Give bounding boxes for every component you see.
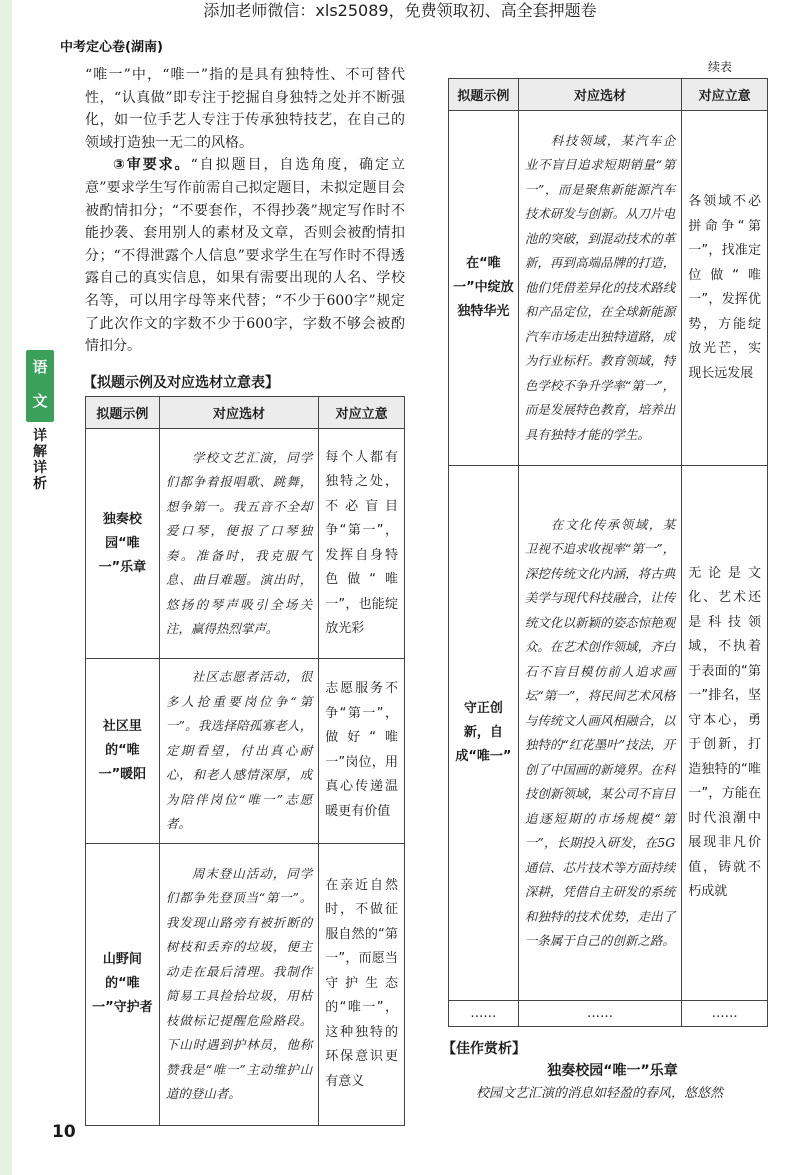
example-cell: 独奏校园“唯一”乐章 [86,429,160,659]
column-header: 对应选材 [518,79,681,111]
material-text: 周末登山活动，同学们都争先登顶当“第一”。我发现山路旁有被折断的树枝和丢弃的垃圾，便主动走在最后清理。我制作简易工具捡拾垃圾，用枯枝做标记提醒危险路段。下山时遇到护林员，他称赞我是“唯一”主动维护山道的登山者。 [165,865,313,1101]
subject-tab [26,350,54,422]
continued-label: 续表 [708,60,733,74]
intent-cell: 每个人都有独特之处，不必盲目争“第一”，发挥自身特色做“唯一”，也能绽放光彩 [319,429,405,659]
selection-table-left [85,396,405,1126]
material-cell [159,429,318,659]
material-cell [518,466,681,1001]
intent-cell: 无论是文化、艺术还是科技领域，不执着于表面的“第一”排名，坚守本心，勇于创新，打造独特的“唯一”，方能在时代浪潮中展现非凡价值，铸就不朽成就 [682,466,768,1001]
example-cell: 在“唯一”中绽放独特华光 [449,111,519,466]
ellipsis-cell: …… [518,1001,681,1027]
ellipsis-cell: …… [682,1001,768,1027]
watermark-banner: 添加老师微信：xls25089，免费领取初、高全套押题卷 [203,1,597,20]
material-cell [518,111,681,466]
margin-color-strip [0,0,12,1175]
example-cell: 山野间的“唯一”守护者 [86,843,160,1125]
material-text: 社区志愿者活动，很多人抢重要岗位争“第一”。我选择陪孤寡老人，定期看望，付出真心耐心，和老人感情深厚，成为陪伴岗位“唯一”志愿者。 [165,669,313,831]
analysis-paragraph: “唯一”中，“唯一”指的是具有独特性、不可替代性，“认真做”即专注于挖掘自身独特之处并不断强化，如一位手艺人专注于传承独特技艺，在自己的领域打造独一无二的风格。 [85,67,405,151]
column-header: 对应立意 [682,79,768,111]
example-cell: 守正创新，自成“唯一” [449,466,519,1001]
material-cell [159,659,318,844]
table-row [449,466,768,1001]
appreciation-heading: 【佳作赏析】 [442,1041,526,1057]
table-row [86,843,405,1125]
table-row [86,659,405,844]
material-cell [159,843,318,1125]
essay-title: 独奏校园“唯一”乐章 [547,1063,678,1079]
material-text: 学校文艺汇演，同学们都争着报唱歌、跳舞，想争第一。我五音不全却爱口琴，便报了口琴独奏。准备时，我克服气息、曲目难题。演出时，悠扬的琴声吸引全场关注，赢得热烈掌声。 [165,449,313,636]
intent-cell: 志愿服务不争“第一”，做好“唯一”岗位，用真心传递温暖更有价值 [319,659,405,844]
column-header: 拟题示例 [449,79,519,111]
analysis-text [85,64,405,358]
paragraph-label: ③审要求。 [113,157,191,174]
subject-tab-char: 文 [32,392,48,410]
selection-table-right [448,78,768,1027]
column-header: 拟题示例 [86,397,160,429]
intent-cell: 各领域不必拼命争“第一”，找准定位做“唯一”，发挥优势，方能绽放光芒，实现长远发展 [682,111,768,466]
ellipsis-cell: …… [449,1001,519,1027]
paragraph-body: “自拟题目，自选角度，确定立意”要求学生写作前需自己拟定题目，未拟定题目会被酌情扣分；“不要套作，不得抄袭”规定写作时不能抄袭、套用别人的素材及文章，否则会被酌情扣分；“不得泄露个人信息”要求学生在写作时不得透露自己的真实信息，如果有需要出现的人名、学校名等，可以用字母等来代替；“不少于600字”规定了此次作文的字数不少于600字，字数不够会被酌情扣分。 [85,157,405,355]
table-title: 【拟题示例及对应选材立意表】 [83,375,279,391]
example-cell: 社区里的“唯一”暖阳 [86,659,160,844]
column-header: 对应选材 [159,397,318,429]
side-label [26,428,54,492]
subject-tab-char: 语 [32,358,48,376]
side-label-char: 详 [33,428,47,444]
material-text: 在文化传承领域，某卫视不追求收视率“第一”，深挖传统文化内涵，将古典美学与现代科技融合，让传统文化以新颖的姿态惊艳观众。在艺术创作领域，齐白石不盲目模仿前人追求画坛“第一”，将民间艺术风格与传统文人画风相融合，以独特的“红花墨叶”技法，开创了中国画的新境界。在科技创新领域，某公司不盲目追逐短期的市场规模“第一”，长期投入研发，在5G通信、芯片技术等方面持续深耕，凭借自主研发的系统和独特的技术优势，走出了一条属于自己的创新之路。 [524,516,676,948]
page-number: 10 [52,1122,76,1142]
table-row [449,111,768,466]
intent-cell: 在亲近自然时，不做征服自然的“第一”，而愿当守护生态的“唯一”，这种独特的环保意识更有意义 [319,843,405,1125]
analysis-paragraph [85,154,405,357]
side-label-char: 解 [33,444,47,460]
material-text: 科技领域，某汽车企业不盲目追求短期销量“第一”，而是聚焦新能源汽车技术研发与创新。从刀片电池的突破，到混动技术的革新，再到高端品牌的打造，他们凭借差异化的技术路线和产品定位，在全球新能源汽车市场走出独特道路，成为行业标杆。教育领域，特色学校不争升学率“第一”，而是发展特色教育，培养出具有独特才能的学生。 [524,132,676,442]
side-label-char: 析 [33,476,47,492]
column-header: 对应立意 [319,397,405,429]
essay-first-line: 校园文艺汇演的消息如轻盈的春风，悠悠然 [476,1086,724,1101]
table-row [86,429,405,659]
table-row [449,1001,768,1027]
running-head: 中考定心卷(湖南) [60,40,163,55]
side-label-char: 详 [33,460,47,476]
